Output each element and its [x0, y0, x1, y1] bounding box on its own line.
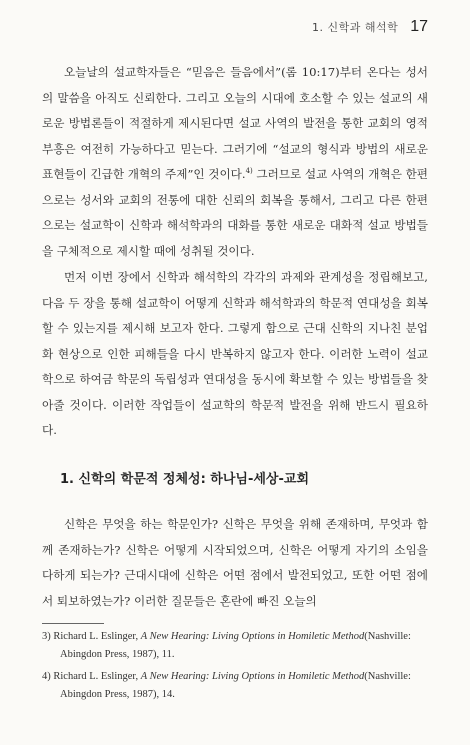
- footnote-publication: (Nashville: Abingdon Press, 1987), 14.: [60, 671, 411, 700]
- footnote-number: 3): [42, 631, 51, 642]
- running-title: 1. 신학과 해석학: [311, 21, 399, 34]
- page-number: 17: [410, 18, 428, 35]
- footnotes: [42, 628, 442, 708]
- paragraph-text: 먼저 이번 장에서 신학과 해석학의 각각의 과제와 관계성을 정립해보고, 다음 두 장을 통해 설교학이 어떻게 신학과 해석학과의 학문적 연대성을 회복할 수 있는지를 제시해 보고자 한다. 그렇게 함으로 근대 신학의 지나친 분업화 현상으로 인한 피해들을 다시 반복하지 않고자 한다. 이러한 노력이 설교학으로 하여금 학문의 독립성과 연대성을 동시에 확보할 수 있는 방법들을 찾아줄 것이다. 이러한 작업들이 설교학의 학문적 발전을 위해 반드시 필요하다.: [42, 270, 428, 437]
- body-paragraph-2: [42, 265, 428, 444]
- footnote-item: [42, 628, 442, 664]
- paragraph-text: 오늘날의 설교학자들은 “믿음은 들음에서”(롬 10:17)부터 온다는 성서의 말씀을 아직도 신뢰한다. 그리고 오늘의 시대에 호소할 수 있는 설교의 새로운 방법론들이 적절하게 제시된다면 설교 사역의 발전을 통한 교회의 영적 부흥은 여전히 가능하다고 믿는다. 그러기에 “설교의 형식과 방법의 새로운 표현들이 긴급한 개혁의 주제”인 것이다.: [42, 65, 428, 181]
- footnote-publication: (Nashville: Abingdon Press, 1987), 11.: [60, 631, 411, 660]
- section-heading: 1. 신학의 학문적 정체성: 하나님-세상-교회: [60, 472, 310, 487]
- body-paragraph-1: [42, 60, 428, 264]
- body-paragraph-3: [42, 512, 428, 614]
- footnote-marker: 4): [245, 167, 253, 176]
- footnote-number: 4): [42, 671, 51, 682]
- footnote-work-title: A New Hearing: Living Options in Homiletic Method: [140, 631, 365, 642]
- footnote-author: Richard L. Eslinger,: [53, 671, 141, 682]
- footnote-work-title: A New Hearing: Living Options in Homiletic Method: [140, 671, 365, 682]
- running-header: [312, 18, 428, 36]
- paragraph-text: 신학은 무엇을 하는 학문인가? 신학은 무엇을 위해 존재하며, 무엇과 함께 존재하는가? 신학은 어떻게 시작되었으며, 신학은 어떻게 자기의 소임을 다하게 되는가? 근대시대에 신학은 어떤 점에서 발전되었고, 또한 어떤 점에서 퇴보하였는가? 이러한 질문들은 혼란에 빠진 오늘의: [42, 517, 428, 608]
- footnote-author: Richard L. Eslinger,: [53, 631, 141, 642]
- paragraph-text-continued: 그러므로 설교 사역의 개혁은 한편으로는 성서와 교회의 전통에 대한 신뢰의 회복을 통해서, 그리고 다른 한편으로는 설교학이 신학과 해석학과의 대화를 통한 새로운 대화적 설교 방법들을 구체적으로 제시할 때에 성취될 것이다.: [42, 167, 428, 258]
- footnote-divider: [42, 623, 104, 624]
- footnote-item: [42, 668, 442, 704]
